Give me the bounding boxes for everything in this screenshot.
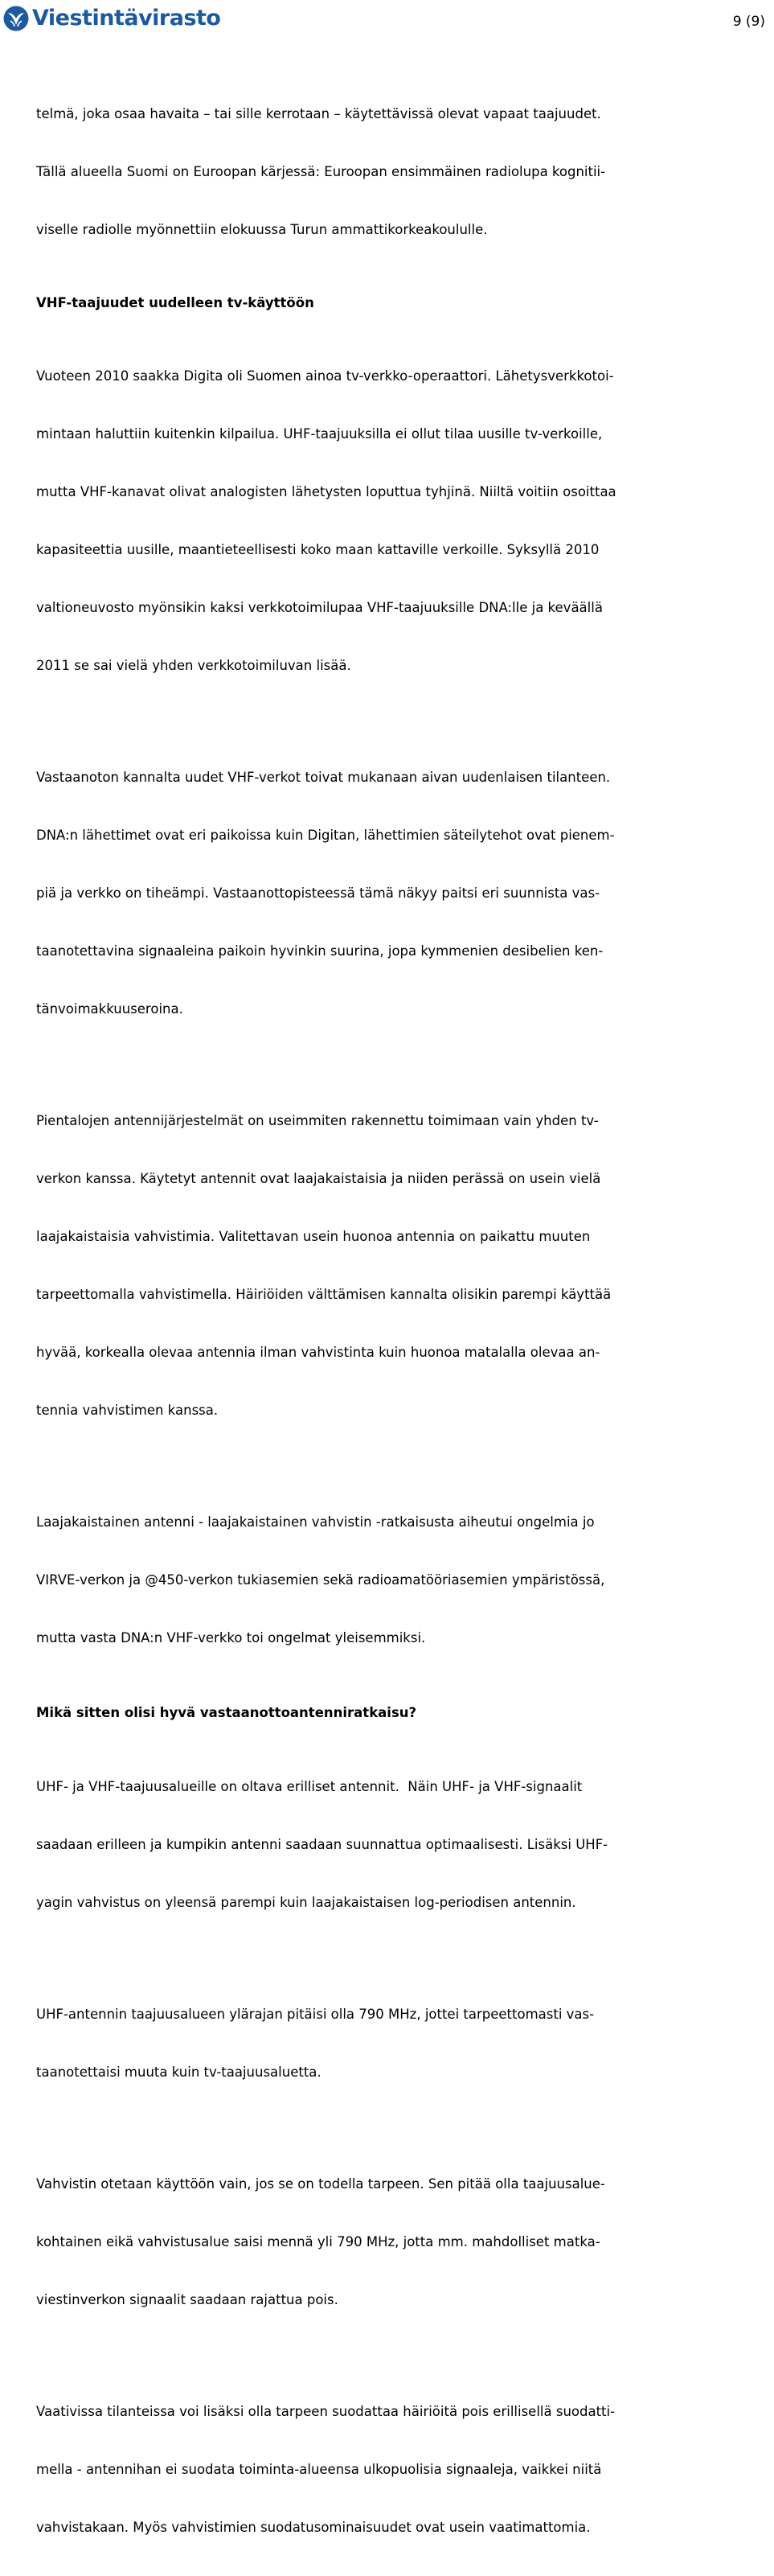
text-line: tarpeettomalla vahvistimella. Häiriöiden välttämisen kannalta olisikin parempi käyttää [36,1287,612,1302]
text-line: mintaan haluttiin kuitenkin kilpailua. UHF-taajuuksilla ei ollut tilaa uusille tv-verkoille, [36,426,603,442]
brand-logo [3,3,221,34]
document-body [36,66,774,2576]
text-line: taanotettaisi muuta kuin tv-taajuusaluetta. [36,2064,321,2080]
viestintavirasto-logo-icon [3,6,29,31]
paragraph-separate-antennas [36,1739,774,1951]
text-line: tänvoimakkuuseroina. [36,1001,183,1017]
paragraph-amplifier [36,2136,774,2348]
text-line: Vahvistin otetaan käyttöön vain, jos se on todella tarpeen. Sen pitää olla taajuusalue- [36,2176,605,2192]
text-line: mella - antennihan ei suodata toiminta-alueensa ulkopuolisia signaaleja, vaikkei niitä [36,2462,602,2477]
text-line: viselle radiolle myönnettiin elokuussa Turun ammattikorkeakoululle. [36,222,488,237]
text-line: telmä, joka osaa havaita – tai sille kerrotaan – käytettävissä olevat vapaat taajuudet. [36,106,601,121]
text-line: Laajakaistainen antenni - laajakaistainen vahvistin -ratkaisusta aiheutui ongelmia jo [36,1514,595,1530]
text-line: yagin vahvistus on yleensä parempi kuin laajakaistaisen log-periodisen antennin. [36,1895,576,1910]
page-number: 9 (9) [732,14,765,30]
text-line: valtioneuvosto myönsikin kaksi verkkotoimilupaa VHF-taajuuksille DNA:lle ja keväällä [36,600,603,615]
text-line: kohtainen eikä vahvistusalue saisi mennä yli 790 MHz, jotta mm. mahdolliset matka- [36,2234,600,2249]
paragraph-reception [36,729,774,1058]
text-line: UHF- ja VHF-taajuusalueille on oltava erilliset antennit. Näin UHF- ja VHF-signaalit [36,1779,583,1794]
text-line: Tällä alueella Suomi on Euroopan kärjessä: Euroopan ensimmäinen radiolupa kognitii- [36,164,606,179]
text-line: VIRVE-verkon ja @450-verkon tukiasemien sekä radioamatööriasemien ympäristössä, [36,1572,605,1588]
text-line: kapasiteettia uusille, maantieteellisesti koko maan kattaville verkoille. Syksyllä 2010 [36,542,600,557]
paragraph-filtering [36,2364,774,2576]
text-line: verkon kanssa. Käytetyt antennit ovat laajakaistaisia ja niiden perässä on usein vielä [36,1171,601,1186]
text-line: Pientalojen antennijärjestelmät on useimmiten rakennettu toimimaan vain yhden tv- [36,1113,599,1128]
page-header [0,0,772,45]
section-heading-solution: Mikä sitten olisi hyvä vastaanottoantenniratkaisu? [36,1705,417,1720]
text-line: Vaativissa tilanteissa voi lisäksi olla tarpeen suodattaa häiriöitä pois erillisellä suodatti- [36,2404,616,2419]
text-line: saadaan erilleen ja kumpikin antenni saadaan suunnattua optimaalisesti. Lisäksi UHF- [36,1837,608,1852]
paragraph-antenna-systems [36,1073,774,1459]
paragraph-broadband-problems [36,1474,774,1687]
text-line: vahvistakaan. Myös vahvistimien suodatusominaisuudet ovat usein vaatimattomia. [36,2520,591,2535]
text-line: DNA:n lähettimet ovat eri paikoissa kuin Digitan, lähettimien säteilytehot ovat pienem- [36,828,615,843]
text-line: Vastaanoton kannalta uudet VHF-verkot toivat mukanaan aivan uudenlaisen tilanteen. [36,770,611,785]
paragraph-operators [36,328,774,714]
text-line: hyvää, korkealla olevaa antennia ilman vahvistinta kuin huonoa matalalla olevaa an- [36,1345,600,1360]
text-line: piä ja verkko on tiheämpi. Vastaanottopisteessä tämä näkyy paitsi eri suunnista vas- [36,885,600,901]
text-line: 2011 se sai vielä yhden verkkotoimiluvan lisää. [36,658,351,673]
paragraph-cognitive-radio [36,66,774,278]
paragraph-uhf-limit [36,1966,774,2121]
text-line: viestinverkon signaalit saadaan rajattua pois. [36,2292,338,2307]
text-line: Vuoteen 2010 saakka Digita oli Suomen ainoa tv-verkko-operaattori. Lähetysverkkotoi- [36,368,614,384]
section-heading-vhf: VHF-taajuudet uudelleen tv-käyttöön [36,295,314,310]
text-line: mutta vasta DNA:n VHF-verkko toi ongelmat yleisemmiksi. [36,1630,426,1645]
text-line: taanotettavina signaaleina paikoin hyvinkin suurina, jopa kymmenien desibelien ken- [36,943,604,959]
text-line: UHF-antennin taajuusalueen ylärajan pitäisi olla 790 MHz, jottei tarpeettomasti vas- [36,2007,595,2022]
text-line: tennia vahvistimen kanssa. [36,1403,219,1418]
brand-name: Viestintävirasto [32,6,221,31]
text-line: mutta VHF-kanavat olivat analogisten lähetysten loputtua tyhjinä. Niiltä voitiin osoittaa [36,484,616,499]
text-line: laajakaistaisia vahvistimia. Valitettavan usein huonoa antennia on paikattu muuten [36,1229,591,1244]
